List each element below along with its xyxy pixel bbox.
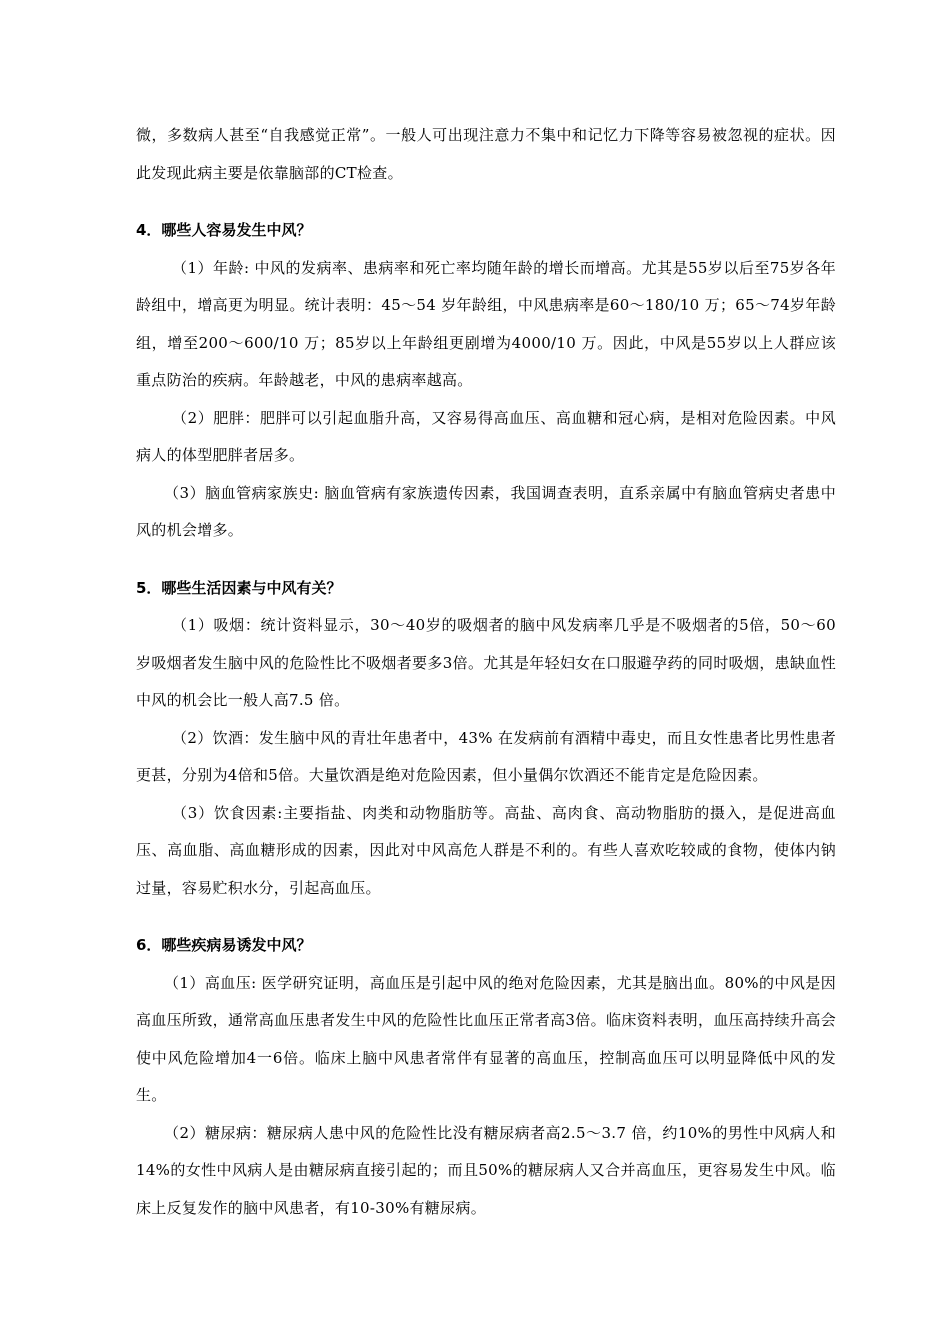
- section-4-item-age: （1）年龄: 中风的发病率、患病率和死亡率均随年龄的增长而增高。尤其是55岁以后至75岁各年龄组中，增高更为明显。统计表明：45～54 岁年龄组，中风患病率是60～180/10 万；65～74岁年龄组，增至200～600/10 万；85岁以上年龄组更剧增为4000/10 万。因此，中风是55岁以上人群应该重点防治的疾病。年龄越老，中风的患病率越高。: [136, 258, 836, 389]
- section-4-heading: 4．哪些人容易发生中风？: [136, 221, 312, 239]
- section-4-item-family-history: （3）脑血管病家族史: 脑血管病有家族遗传因素，我国调查表明，直系亲属中有脑血管病史者患中风的机会增多。: [136, 483, 836, 539]
- section-5-item-diet: （3）饮食因素:主要指盐、肉类和动物脂肪等。高盐、高肉食、高动物脂肪的摄入，是促进高血压、高血脂、高血糖形成的因素，因此对中风高危人群是不利的。有些人喜欢吃较咸的食物，使体内钠过量，容易贮积水分，引起高血压。: [136, 803, 836, 897]
- section-5-item-smoking: （1）吸烟：统计资料显示，30～40岁的吸烟者的脑中风发病率几乎是不吸烟者的5倍，50～60岁吸烟者发生脑中风的危险性比不吸烟者要多3倍。尤其是年轻妇女在口服避孕药的同时吸烟，患缺血性中风的机会比一般人高7.5 倍。: [136, 616, 836, 709]
- section-6-item-diabetes: （2）糖尿病：糖尿病人患中风的危险性比没有糖尿病者高2.5～3.7 倍，约10%的男性中风病人和14%的女性中风病人是由糖尿病直接引起的；而且50%的糖尿病人又合并高血压，更容易发生中风。临床上反复发作的脑中风患者，有10-30%有糖尿病。: [136, 1123, 836, 1217]
- section-4-item-obesity: （2）肥胖：肥胖可以引起血脂升高，又容易得高血压、高血糖和冠心病，是相对危险因素。中风病人的体型肥胖者居多。: [136, 408, 836, 464]
- document-page: [136, 117, 836, 1227]
- section-6-heading: 6．哪些疾病易诱发中风？: [136, 936, 312, 954]
- intro-paragraph: 微，多数病人甚至“自我感觉正常”。一般人可出现注意力不集中和记忆力下降等容易被忽视的症状。因此发现此病主要是依靠脑部的CT检查。: [136, 126, 836, 182]
- section-5-item-drinking: （2）饮酒：发生脑中风的青壮年患者中，43% 在发病前有酒精中毒史，而且女性患者比男性患者更甚，分别为4倍和5倍。大量饮酒是绝对危险因素，但小量偶尔饮酒还不能肯定是危险因素。: [136, 728, 836, 784]
- section-6-item-hypertension: （1）高血压: 医学研究证明，高血压是引起中风的绝对危险因素，尤其是脑出血。80%的中风是因高血压所致，通常高血压患者发生中风的危险性比血压正常者高3倍。临床资料表明，血压高持续升高会使中风危险增加4一6倍。临床上脑中风患者常伴有显著的高血压，控制高血压可以明显降低中风的发生。: [136, 973, 836, 1104]
- section-5-heading: 5．哪些生活因素与中风有关？: [136, 578, 342, 597]
